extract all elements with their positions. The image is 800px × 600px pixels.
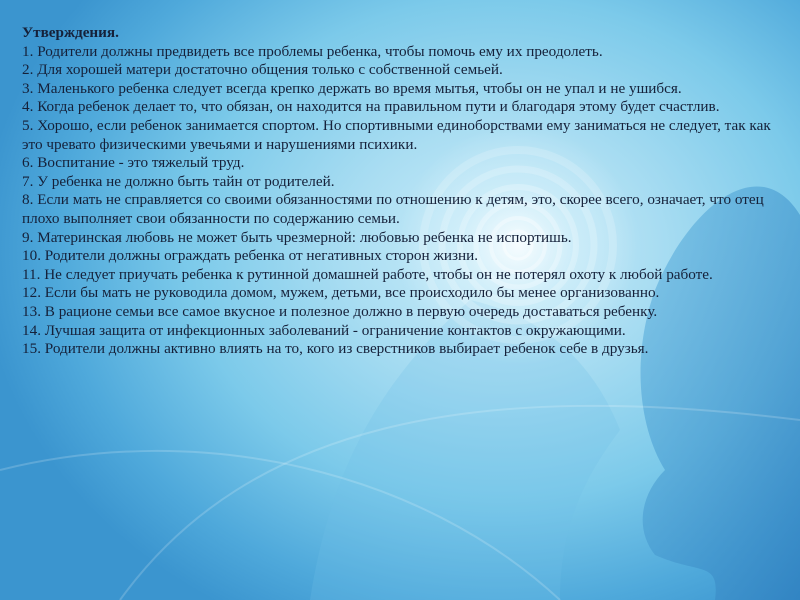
statement-item: 4. Когда ребенок делает то, что обязан, он находится на правильном пути и благодаря этому будет счастлив. [22,98,720,116]
statements-block [22,24,772,359]
statement-item: 9. Материнская любовь не может быть чрезмерной: любовью ребенка не испортишь. [22,228,572,246]
statement-item: 7. У ребенка не должно быть тайн от родителей. [22,172,335,190]
statement-item: 10. Родители должны ограждать ребенка от негативных сторон жизни. [22,247,479,265]
statement-item: 3. Маленького ребенка следует всегда крепко держать во время мытья, чтобы он не упал и не ушибся. [22,79,682,97]
statement-item: 8. Если мать не справляется со своими обязанностями по отношению к детям, это, скорее всего, означает, что отец плохо выполняет свои обязанности по содержанию семьи. [22,191,764,227]
statement-item: 14. Лучшая защита от инфекционных заболеваний - ограничение контактов с окружающими. [22,321,626,339]
statement-item: 15. Родители должны активно влиять на то, кого из сверстников выбирает ребенок себе в друзья. [22,340,649,358]
slide-title: Утверждения. [22,24,119,41]
statement-item: 5. Хорошо, если ребенок занимается спортом. Но спортивными единоборствами ему заниматься не следует, так как это чревато физическими увечьями и нарушениями психики. [22,116,771,153]
statement-item: 6. Воспитание - это тяжелый труд. [22,154,245,172]
statement-item: 13. В рационе семьи все самое вкусное и полезное должно в первую очередь доставаться ребенку. [22,302,658,320]
statement-item: 12. Если бы мать не руководила домом, мужем, детьми, все происходило бы менее организованно. [22,284,660,302]
statement-item: 11. Не следует приучать ребенка к рутинной домашней работе, чтобы он не потерял охоту к любой работе. [22,265,713,283]
statement-item: 2. Для хорошей матери достаточно общения только с собственной семьей. [22,61,503,79]
statement-item: 1. Родители должны предвидеть все проблемы ребенка, чтобы помочь ему их преодолеть. [22,42,603,60]
